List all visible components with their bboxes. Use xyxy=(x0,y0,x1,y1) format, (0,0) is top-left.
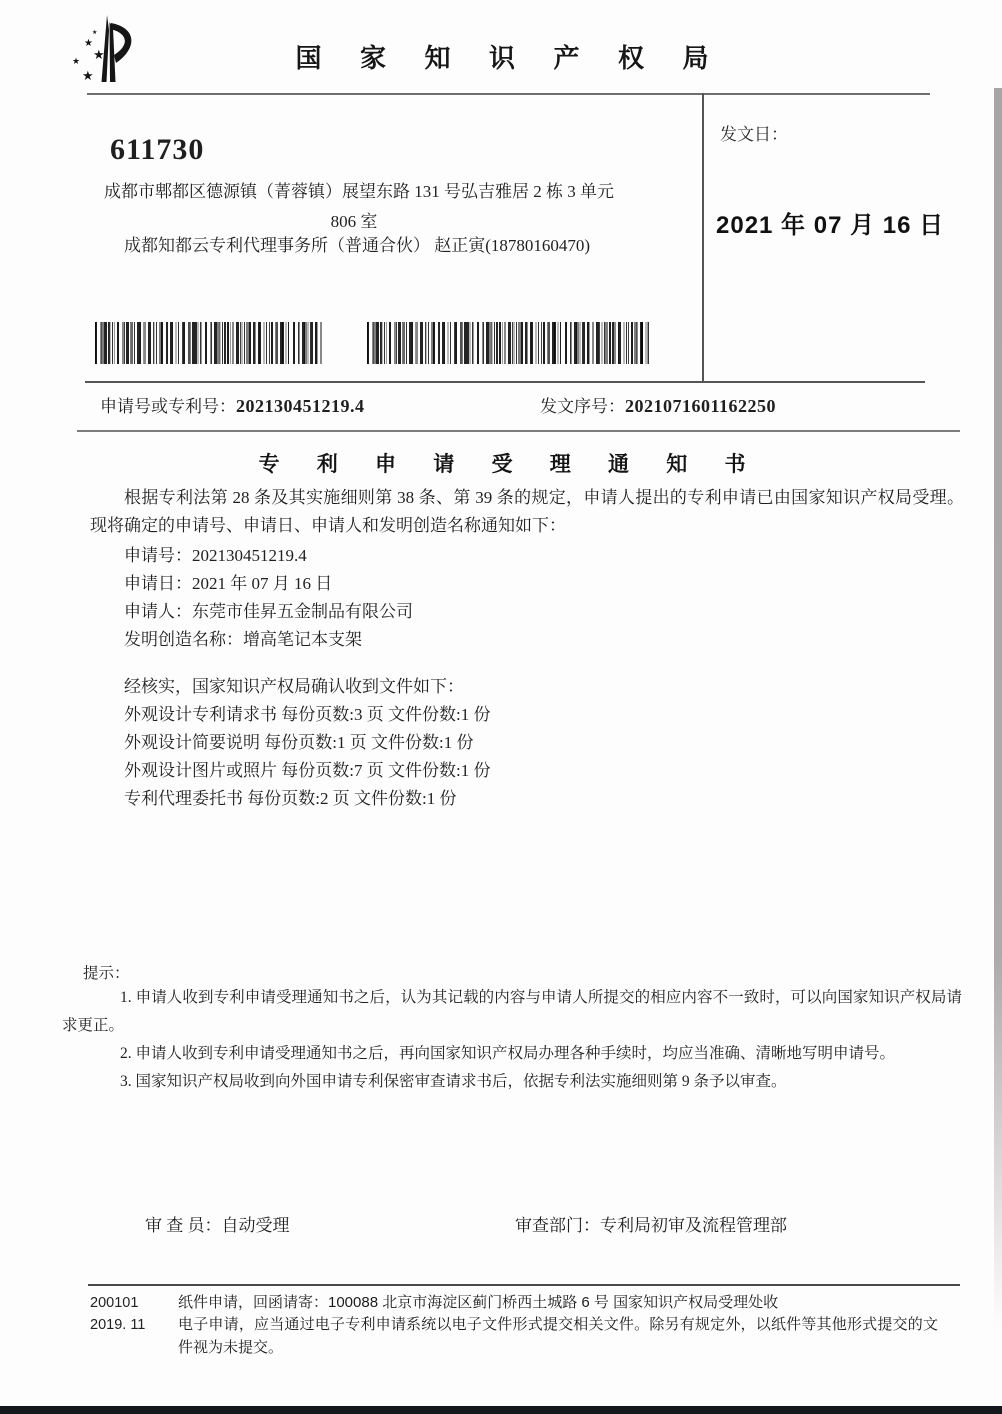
page-title: 国 家 知 识 产 权 局 xyxy=(295,44,725,73)
svg-text:★: ★ xyxy=(93,48,105,63)
recipient-agency-line: 成都知都云专利代理事务所（普通合伙） 赵正寅(18780160470) xyxy=(124,236,591,255)
field-application-date: 申请日：2021 年 07 月 16 日 xyxy=(124,574,333,593)
scan-edge-right xyxy=(994,88,1002,1328)
footer-paper-filing-note: 纸件申请，回函请寄：100088 北京市海淀区蓟门桥西土城路 6 号 国家知识产权局受理处收 xyxy=(178,1294,779,1311)
application-number-row xyxy=(100,392,365,417)
scan-edge-bottom xyxy=(0,1406,1002,1414)
mail-code: 611730 xyxy=(110,133,205,166)
received-doc-item: 专利代理委托书 每份页数:2 页 文件份数:1 份 xyxy=(124,789,457,808)
svg-text:★: ★ xyxy=(82,69,94,84)
examiner-label: 审 查 员： xyxy=(145,1216,222,1235)
department-row xyxy=(515,1211,787,1236)
tip-item-2: 2. 申请人收到专利申请受理通知书之后，再向国家知识产权局办理各种手续时，均应当准确、清晰地写明申请号。 xyxy=(120,1045,896,1062)
application-number-value: 202130451219.4 xyxy=(236,396,365,416)
dispatch-date-value: 2021 年 07 月 16 日 xyxy=(716,212,945,239)
department-value: 专利局初审及流程管理部 xyxy=(600,1216,787,1235)
footer-form-code: 200101 xyxy=(90,1295,139,1311)
svg-text:★: ★ xyxy=(72,57,81,67)
received-doc-item: 外观设计简要说明 每份页数:1 页 文件份数:1 份 xyxy=(124,733,474,752)
barcode-left xyxy=(95,322,322,364)
received-doc-item: 外观设计专利请求书 每份页数:3 页 文件份数:1 份 xyxy=(124,705,491,724)
tip-item-1: 1. 申请人收到专利申请受理通知书之后，认为其记载的内容与申请人所提交的相应内容不一致时，可以向国家知识产权局请求更正。 xyxy=(62,989,962,1034)
received-docs-intro: 经核实，国家知识产权局确认收到文件如下： xyxy=(124,677,464,696)
examiner-value: 自动受理 xyxy=(221,1216,290,1235)
field-application-number: 申请号：202130451219.4 xyxy=(124,546,307,565)
notice-title: 专 利 申 请 受 理 通 知 书 xyxy=(258,452,762,476)
examiner-row xyxy=(145,1211,290,1236)
svg-text:★: ★ xyxy=(92,29,98,36)
tips-heading: 提示： xyxy=(83,965,130,982)
received-doc-item: 外观设计图片或照片 每份页数:7 页 文件份数:1 份 xyxy=(124,761,491,780)
header-divider xyxy=(87,93,930,95)
recipient-address-line1: 成都市郫都区德源镇（菁蓉镇）展望东路 131 号弘吉雅居 2 栋 3 单元 xyxy=(104,182,614,201)
recipient-address-line2: 806 室 xyxy=(330,212,378,231)
notice-intro-paragraph: 根据专利法第 28 条及其实施细则第 38 条、第 39 条的规定，申请人提出的专利申请已由国家知识产权局受理。现将确定的申请号、申请日、申请人和发明创造名称通知如下： xyxy=(90,488,964,535)
department-label: 审查部门： xyxy=(515,1216,600,1235)
serial-number-row xyxy=(540,392,776,417)
barcode-right xyxy=(367,322,651,364)
field-applicant: 申请人：东莞市佳昇五金制品有限公司 xyxy=(124,602,413,621)
footer-form-version: 2019. 11 xyxy=(90,1317,146,1333)
serial-number-value: 2021071601162250 xyxy=(625,396,777,416)
footer-electronic-filing-note: 电子申请，应当通过电子专利申请系统以电子文件形式提交相关文件。除另有规定外，以纸件等其他形式提交的文件视为未提交。 xyxy=(178,1316,938,1356)
footer-divider xyxy=(88,1284,960,1286)
field-invention-title: 发明创造名称：增高笔记本支架 xyxy=(124,630,362,649)
serial-number-label: 发文序号： xyxy=(540,397,625,416)
dispatch-date-label: 发文日： xyxy=(720,125,788,144)
tip-item-3: 3. 国家知识产权局收到向外国申请专利保密审查请求书后，依据专利法实施细则第 9 条予以审查。 xyxy=(120,1073,787,1090)
mail-block-bottom-divider xyxy=(85,381,925,383)
svg-text:★: ★ xyxy=(84,38,93,49)
ref-row-bottom-divider xyxy=(77,430,960,432)
application-number-label: 申请号或专利号： xyxy=(100,397,236,416)
